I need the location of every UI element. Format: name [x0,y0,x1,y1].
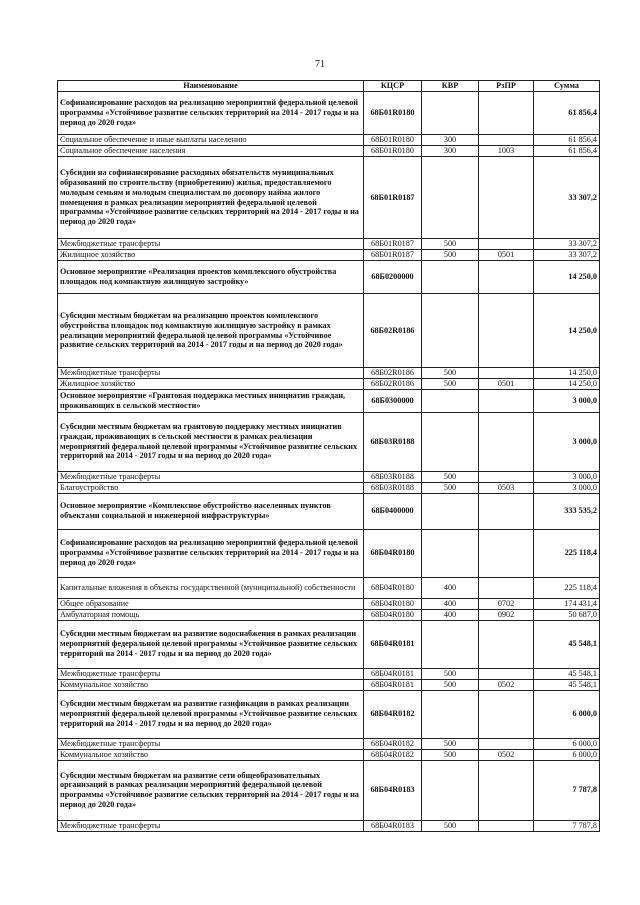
cell-sum: 174 431,4 [534,598,600,609]
cell-name: Межбюджетные трансферты [58,368,364,379]
cell-sum: 33 307,2 [534,239,600,250]
table-row [58,690,600,738]
cell-rzpr [479,471,534,482]
header-kcsr: КЦСР [364,81,422,92]
table-header-row [58,81,600,92]
cell-name: Субсидии местным бюджетам на развитие газификации в рамках реализации мероприятий федеральной целевой программы «Устойчивое развитие сельских территорий на 2014 - 2017 годы и на период до 2020 года» [58,690,364,738]
cell-kvr: 400 [422,609,479,620]
cell-name: Социальное обеспечение населения [58,146,364,157]
table-row [58,261,600,294]
table-row [58,749,600,760]
cell-kcsr: 68Б01R0187 [364,157,422,239]
table-row [58,379,600,390]
table-row [58,157,600,239]
cell-kcsr: 68Б04R0183 [364,760,422,820]
cell-kcsr: 68Б04R0183 [364,820,422,831]
cell-rzpr [479,261,534,294]
cell-kcsr: 68Б01R0187 [364,250,422,261]
cell-name: Субсидии на софинансирование расходных обязательств муниципальных образований по строительству (приобретению) жилья, предоставляемого молодым семьям и молодым специалистам по договору найма жилого помещения в рамках реализации мероприятий федеральной целевой программы «Устойчивое развитие сельских территорий на 2014 - 2017 годы и на период до 2020 года» [58,157,364,239]
cell-rzpr: 0902 [479,609,534,620]
header-sum: Сумма [534,81,600,92]
cell-sum: 45 548,1 [534,620,600,668]
table-row [58,493,600,529]
cell-sum: 14 250,0 [534,294,600,368]
cell-rzpr: 0702 [479,598,534,609]
cell-kvr: 500 [422,250,479,261]
cell-name: Общее образование [58,598,364,609]
cell-kcsr: 68Б0200000 [364,261,422,294]
cell-rzpr: 0502 [479,749,534,760]
table-row [58,820,600,831]
cell-kcsr: 68Б02R0186 [364,294,422,368]
cell-name: Межбюджетные трансферты [58,738,364,749]
cell-kcsr: 68Б04R0180 [364,609,422,620]
cell-kcsr: 68Б04R0182 [364,749,422,760]
cell-sum: 61 856,4 [534,146,600,157]
cell-sum: 45 548,1 [534,668,600,679]
cell-name: Субсидии местным бюджетам на развитие сети общеобразовательных организаций в рамках реализации мероприятий федеральной целевой программы «Устойчивое развитие сельских территорий на 2014 - 2017 годы и на период до 2020 года» [58,760,364,820]
table-row [58,390,600,413]
cell-rzpr [479,620,534,668]
cell-kvr [422,690,479,738]
cell-kvr: 400 [422,577,479,598]
cell-sum: 6 000,0 [534,749,600,760]
cell-kcsr: 68Б04R0180 [364,529,422,577]
cell-kvr [422,390,479,413]
cell-kcsr: 68Б04R0181 [364,620,422,668]
cell-rzpr [479,412,534,471]
table-row [58,239,600,250]
cell-kcsr: 68Б01R0180 [364,146,422,157]
cell-sum: 14 250,0 [534,261,600,294]
cell-rzpr [479,294,534,368]
cell-kvr: 300 [422,146,479,157]
cell-kvr [422,412,479,471]
table-row [58,471,600,482]
cell-kvr [422,261,479,294]
page-number: 71 [315,59,325,70]
cell-sum: 7 787,8 [534,820,600,831]
cell-kvr: 500 [422,668,479,679]
table-row [58,577,600,598]
cell-kvr: 500 [422,379,479,390]
cell-rzpr [479,493,534,529]
cell-name: Субсидии местным бюджетам на грантовую поддержку местных инициатив граждан, проживающих в сельской местности в рамках реализации мероприятий федеральной целевой программы «Устойчивое развитие сельских территорий на 2014 - 2017 годы и на период до 2020 года» [58,412,364,471]
cell-rzpr [479,820,534,831]
cell-name: Основное мероприятие «Реализация проектов комплексного обустройства площадок под компактную жилищную застройку» [58,261,364,294]
cell-rzpr [479,92,534,135]
cell-rzpr [479,529,534,577]
cell-sum: 3 000,0 [534,482,600,493]
cell-rzpr: 1003 [479,146,534,157]
cell-kvr [422,620,479,668]
cell-name: Софинансирование расходов на реализацию мероприятий федеральной целевой программы «Устойчивое развитие сельских территорий на 2014 - 2017 годы и на период до 2020 года» [58,529,364,577]
cell-kcsr: 68Б01R0187 [364,239,422,250]
cell-kvr: 500 [422,471,479,482]
cell-name: Социальное обеспечение и иные выплаты населению [58,135,364,146]
cell-sum: 225 118,4 [534,529,600,577]
table-row [58,250,600,261]
cell-kcsr: 68Б04R0182 [364,738,422,749]
cell-kvr [422,92,479,135]
cell-kcsr: 68Б0400000 [364,493,422,529]
cell-kvr: 500 [422,738,479,749]
cell-sum: 14 250,0 [534,379,600,390]
cell-kcsr: 68Б01R0180 [364,92,422,135]
cell-name: Коммунальное хозяйство [58,679,364,690]
table-row [58,609,600,620]
cell-kcsr: 68Б01R0180 [364,135,422,146]
table-row [58,668,600,679]
cell-kvr: 500 [422,679,479,690]
cell-name: Жилищное хозяйство [58,250,364,261]
cell-name: Жилищное хозяйство [58,379,364,390]
cell-rzpr [479,738,534,749]
cell-kvr: 500 [422,368,479,379]
cell-name: Софинансирование расходов на реализацию мероприятий федеральной целевой программы «Устойчивое развитие сельских территорий на 2014 - 2017 годы и на период до 2020 года» [58,92,364,135]
header-rzpr: РзПР [479,81,534,92]
cell-sum: 33 307,2 [534,250,600,261]
cell-rzpr: 0502 [479,679,534,690]
cell-kcsr: 68Б04R0182 [364,690,422,738]
cell-kcsr: 68Б04R0181 [364,668,422,679]
cell-sum: 14 250,0 [534,368,600,379]
cell-kcsr: 68Б03R0188 [364,471,422,482]
cell-rzpr [479,690,534,738]
cell-sum: 225 118,4 [534,577,600,598]
table-row [58,146,600,157]
cell-name: Межбюджетные трансферты [58,239,364,250]
cell-sum: 33 307,2 [534,157,600,239]
cell-sum: 6 000,0 [534,738,600,749]
budget-table [57,80,600,832]
table-row [58,620,600,668]
cell-rzpr [479,135,534,146]
cell-kvr: 300 [422,135,479,146]
header-kvr: КВР [422,81,479,92]
cell-sum: 50 687,0 [534,609,600,620]
cell-name: Межбюджетные трансферты [58,820,364,831]
table-row [58,529,600,577]
cell-kvr [422,760,479,820]
cell-kvr [422,294,479,368]
cell-rzpr [479,760,534,820]
cell-sum: 3 000,0 [534,412,600,471]
table-row [58,294,600,368]
cell-name: Межбюджетные трансферты [58,668,364,679]
cell-sum: 45 548,1 [534,679,600,690]
cell-name: Межбюджетные трансферты [58,471,364,482]
cell-kcsr: 68Б04R0180 [364,598,422,609]
table-row [58,679,600,690]
cell-rzpr [479,577,534,598]
cell-kvr: 500 [422,820,479,831]
cell-kvr: 500 [422,482,479,493]
cell-kvr [422,529,479,577]
cell-name: Основное мероприятие «Грантовая поддержка местных инициатив граждан, проживающих в сельской местности» [58,390,364,413]
cell-kcsr: 68Б02R0186 [364,368,422,379]
cell-rzpr: 0501 [479,250,534,261]
cell-rzpr [479,239,534,250]
cell-sum: 7 787,8 [534,760,600,820]
cell-kcsr: 68Б04R0181 [364,679,422,690]
cell-kcsr: 68Б03R0188 [364,482,422,493]
table-row [58,92,600,135]
cell-kvr: 500 [422,239,479,250]
cell-kvr: 400 [422,598,479,609]
table-row [58,412,600,471]
table-row [58,738,600,749]
cell-name: Благоустройство [58,482,364,493]
cell-name: Капитальные вложения в объекты государственной (муниципальной) собственности [58,577,364,598]
cell-kcsr: 68Б04R0180 [364,577,422,598]
cell-rzpr [479,668,534,679]
cell-name: Субсидии местным бюджетам на реализацию проектов комплексного обустройства площадок под компактную жилищную застройку в рамках реализации мероприятий федеральной целевой программы «Устойчивое развитие сельских территорий на 2014 - 2017 годы и на период до 2020 года» [58,294,364,368]
cell-sum: 61 856,4 [534,92,600,135]
cell-rzpr [479,157,534,239]
table-row [58,598,600,609]
cell-kvr [422,157,479,239]
table-row [58,368,600,379]
cell-rzpr: 0503 [479,482,534,493]
cell-rzpr [479,368,534,379]
table-row [58,760,600,820]
header-name: Наименование [58,81,364,92]
cell-kcsr: 68Б02R0186 [364,379,422,390]
cell-sum: 3 000,0 [534,390,600,413]
cell-name: Амбулаторная помощь [58,609,364,620]
cell-name: Субсидии местным бюджетам на развитие водоснабжения в рамках реализации мероприятий федеральной целевой программы «Устойчивое развитие сельских территорий на 2014 - 2017 годы и на период до 2020 года» [58,620,364,668]
cell-kcsr: 68Б03R0188 [364,412,422,471]
table-row [58,482,600,493]
cell-rzpr [479,390,534,413]
cell-kcsr: 68Б0300000 [364,390,422,413]
cell-sum: 3 000,0 [534,471,600,482]
cell-sum: 6 000,0 [534,690,600,738]
cell-name: Коммунальное хозяйство [58,749,364,760]
cell-name: Основное мероприятие «Комплексное обустройство населенных пунктов объектами социальной и инженерной инфраструктуры» [58,493,364,529]
cell-rzpr: 0501 [479,379,534,390]
cell-kvr [422,493,479,529]
table-row [58,135,600,146]
cell-sum: 61 856,4 [534,135,600,146]
cell-sum: 333 535,2 [534,493,600,529]
cell-kvr: 500 [422,749,479,760]
